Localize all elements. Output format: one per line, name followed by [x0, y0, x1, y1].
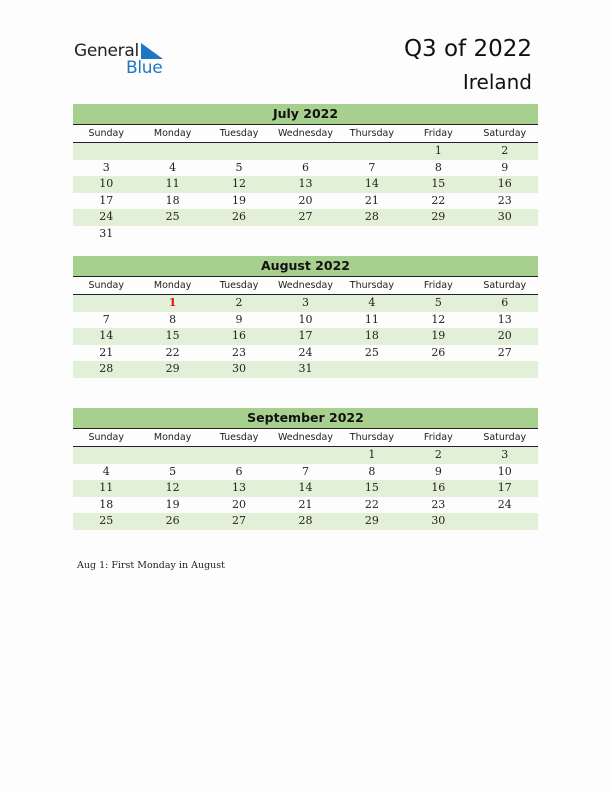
weekday-label: Thursday [349, 128, 394, 139]
day-cell: 14 [364, 177, 379, 190]
day-cell: 22 [165, 345, 180, 359]
weekday-label: Monday [153, 432, 192, 443]
week-row [73, 464, 538, 481]
day-cell [272, 226, 338, 243]
month-calendar [73, 104, 538, 242]
day-cell: 13 [298, 177, 313, 190]
week-row [73, 513, 538, 530]
day-cell: 10 [99, 177, 114, 190]
day-cell: 8 [169, 312, 177, 326]
day-cell [206, 143, 272, 160]
day-cell: 4 [368, 296, 376, 309]
day-cell: 15 [364, 481, 379, 494]
day-cell: 17 [99, 193, 114, 207]
day-cell: 16 [497, 177, 512, 190]
day-cell [139, 143, 205, 160]
day-cell: 30 [497, 210, 512, 223]
day-cell: 4 [169, 160, 177, 174]
day-cell: 15 [431, 177, 446, 190]
day-cell: 26 [232, 210, 247, 223]
day-cell: 11 [364, 312, 379, 326]
week-row [73, 193, 538, 210]
day-cell [405, 226, 471, 243]
day-cell: 7 [301, 464, 309, 478]
month-title: September 2022 [73, 408, 538, 429]
day-cell: 29 [431, 210, 446, 223]
day-cell [472, 226, 538, 243]
day-cell: 16 [232, 329, 247, 342]
day-cell: 2 [501, 144, 509, 157]
page-title: Q3 of 2022 [403, 36, 532, 62]
day-cell: 4 [102, 464, 110, 478]
day-cell: 2 [434, 448, 442, 461]
weekday-label: Tuesday [219, 280, 259, 291]
weekday-label: Monday [153, 280, 192, 291]
day-cell [206, 447, 272, 464]
day-cell: 23 [232, 345, 247, 359]
weekday-label: Friday [423, 280, 453, 291]
day-cell: 31 [298, 362, 313, 375]
holiday-notes [77, 560, 225, 571]
day-cell: 2 [235, 296, 243, 309]
day-cell: 22 [431, 193, 446, 207]
day-cell: 5 [169, 464, 177, 478]
day-cell: 20 [232, 497, 247, 511]
day-cell: 14 [298, 481, 313, 494]
day-cell: 29 [364, 514, 379, 527]
day-cell: 28 [364, 210, 379, 223]
weekday-label: Saturday [483, 432, 527, 443]
logo-triangle-icon [141, 43, 163, 59]
weekday-label: Saturday [483, 128, 527, 139]
day-cell: 26 [431, 345, 446, 359]
holiday-day-cell: 1 [168, 296, 177, 309]
week-row [73, 497, 538, 514]
day-cell: 9 [235, 312, 243, 326]
weekday-label: Thursday [349, 280, 394, 291]
day-cell: 29 [165, 362, 180, 375]
day-cell: 3 [301, 296, 309, 309]
day-cell: 7 [102, 312, 110, 326]
weekday-label: Friday [423, 432, 453, 443]
day-cell: 21 [364, 193, 379, 207]
day-cell: 27 [232, 514, 247, 527]
day-cell: 10 [497, 464, 512, 478]
day-cell: 24 [497, 497, 512, 511]
week-row [73, 345, 538, 362]
day-cell: 28 [99, 362, 114, 375]
week-row [73, 143, 538, 160]
day-cell: 5 [434, 296, 442, 309]
day-cell [139, 226, 205, 243]
day-cell: 6 [301, 160, 309, 174]
day-cell [206, 226, 272, 243]
week-row [73, 480, 538, 497]
day-cell: 11 [99, 481, 114, 494]
day-cell [73, 143, 139, 160]
weekday-label: Wednesday [277, 280, 333, 291]
day-cell: 1 [434, 144, 442, 157]
weekday-header-row [73, 277, 538, 295]
weekday-label: Sunday [88, 128, 124, 139]
day-cell [472, 361, 538, 378]
day-cell: 25 [364, 345, 379, 359]
weekday-label: Saturday [483, 280, 527, 291]
day-cell: 16 [431, 481, 446, 494]
week-row [73, 312, 538, 329]
day-cell: 12 [165, 481, 180, 494]
weekday-label: Thursday [349, 432, 394, 443]
day-cell [139, 447, 205, 464]
day-cell: 25 [165, 210, 180, 223]
country-subtitle: Ireland [462, 70, 532, 94]
month-calendar [73, 408, 538, 530]
day-cell: 9 [434, 464, 442, 478]
day-cell: 3 [501, 448, 509, 461]
day-cell: 19 [431, 329, 446, 342]
day-cell: 21 [298, 497, 313, 511]
day-cell: 18 [364, 329, 379, 342]
day-cell: 8 [434, 160, 442, 174]
day-cell: 15 [165, 329, 180, 342]
weekday-label: Monday [153, 128, 192, 139]
week-row [73, 160, 538, 177]
day-cell: 20 [298, 193, 313, 207]
weekday-label: Tuesday [219, 128, 259, 139]
day-cell [339, 143, 405, 160]
day-cell: 6 [501, 296, 509, 309]
weekday-label: Sunday [88, 280, 124, 291]
day-cell [272, 143, 338, 160]
day-cell: 11 [165, 177, 180, 190]
month-title: July 2022 [73, 104, 538, 125]
day-cell: 31 [99, 226, 114, 240]
day-cell [272, 447, 338, 464]
day-cell: 13 [497, 312, 512, 326]
day-cell: 12 [431, 312, 446, 326]
day-cell: 13 [232, 481, 247, 494]
day-cell: 21 [99, 345, 114, 359]
weekday-label: Sunday [88, 432, 124, 443]
day-cell: 3 [102, 160, 110, 174]
day-cell: 17 [298, 329, 313, 342]
weekday-label: Tuesday [219, 432, 259, 443]
day-cell: 6 [235, 464, 243, 478]
day-cell: 18 [99, 497, 114, 511]
day-cell [339, 361, 405, 378]
day-cell: 28 [298, 514, 313, 527]
month-title: August 2022 [73, 256, 538, 277]
day-cell: 22 [364, 497, 379, 511]
logo-text-blue: Blue [126, 58, 163, 78]
week-row [73, 447, 538, 464]
day-cell: 10 [298, 312, 313, 326]
weekday-header-row [73, 125, 538, 143]
day-cell: 18 [165, 193, 180, 207]
week-row [73, 328, 538, 345]
day-cell: 26 [165, 514, 180, 527]
day-cell: 7 [368, 160, 376, 174]
day-cell: 30 [232, 362, 247, 375]
weekday-label: Friday [423, 128, 453, 139]
week-row [73, 361, 538, 378]
day-cell: 17 [497, 481, 512, 494]
weekday-label: Wednesday [277, 128, 333, 139]
day-cell: 1 [368, 448, 376, 461]
day-cell [73, 447, 139, 464]
holiday-note: Aug 1: First Monday in August [77, 560, 225, 571]
week-row [73, 209, 538, 226]
day-cell: 8 [368, 464, 376, 478]
day-cell: 30 [431, 514, 446, 527]
month-calendar [73, 256, 538, 378]
day-cell: 14 [99, 329, 114, 342]
week-row [73, 295, 538, 312]
week-row [73, 226, 538, 243]
week-row [73, 176, 538, 193]
weekday-header-row [73, 429, 538, 447]
day-cell: 12 [232, 177, 247, 190]
day-cell: 9 [501, 160, 509, 174]
day-cell: 20 [497, 329, 512, 342]
weekday-label: Wednesday [277, 432, 333, 443]
day-cell: 24 [99, 210, 114, 223]
day-cell: 27 [497, 345, 512, 359]
day-cell: 25 [99, 514, 114, 527]
day-cell [73, 295, 139, 312]
day-cell: 27 [298, 210, 313, 223]
day-cell: 5 [235, 160, 243, 174]
logo-text-general: General [74, 41, 139, 61]
day-cell: 19 [165, 497, 180, 511]
day-cell: 19 [232, 193, 247, 207]
day-cell [405, 361, 471, 378]
day-cell: 24 [298, 345, 313, 359]
day-cell: 23 [431, 497, 446, 511]
day-cell [472, 513, 538, 530]
logo [74, 40, 174, 80]
day-cell: 23 [497, 193, 512, 207]
day-cell [339, 226, 405, 243]
